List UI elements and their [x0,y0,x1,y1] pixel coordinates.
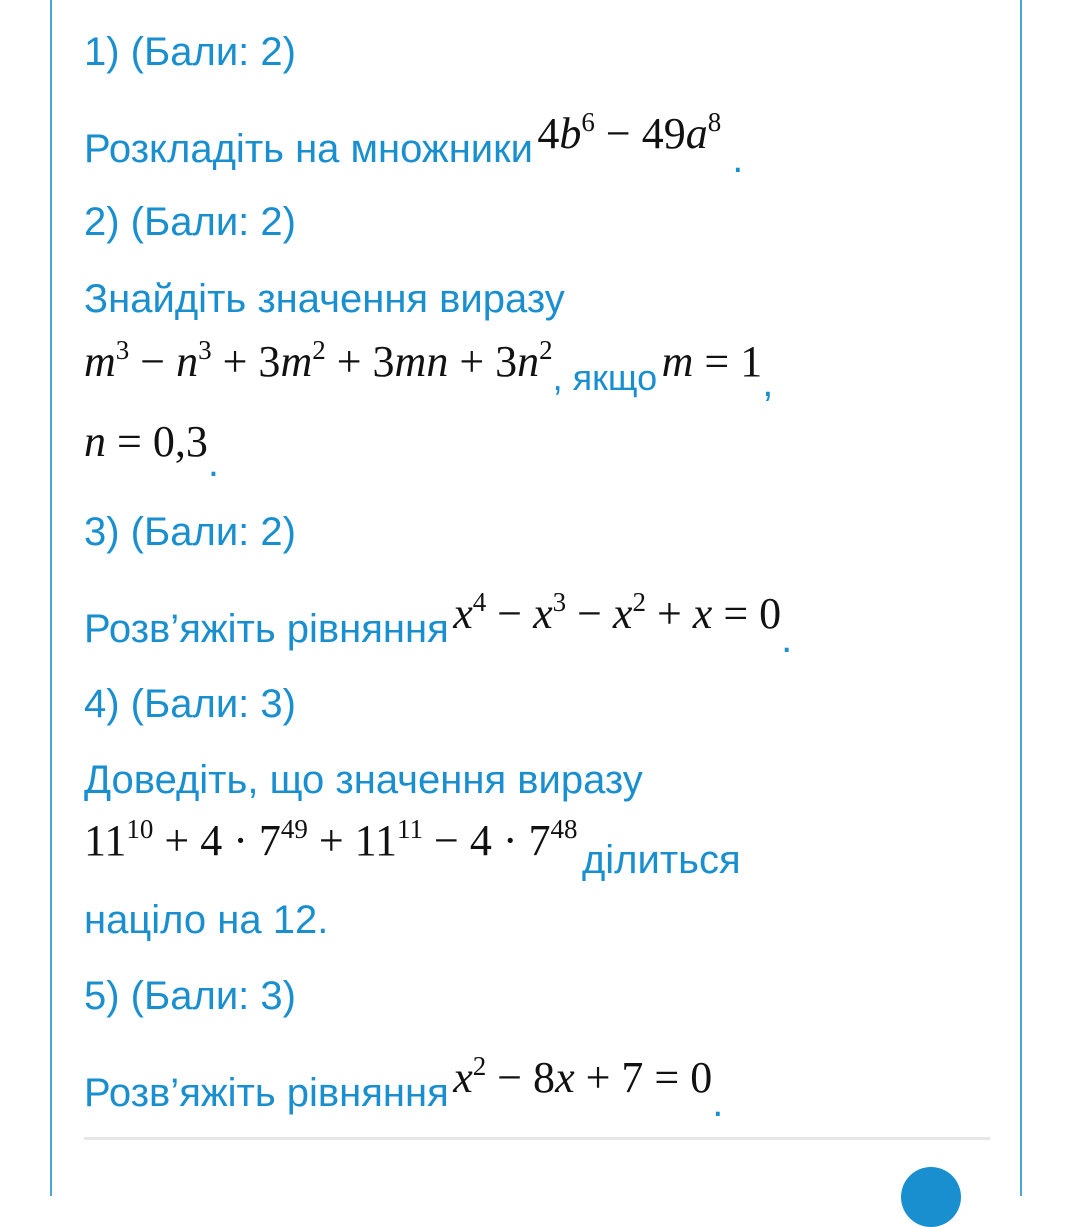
action-button[interactable] [901,1167,961,1227]
task-2-text: Знайдіть значення виразу [84,277,565,321]
task-2-header: 2) (Бали: 2) [84,200,296,244]
task-5-equation: $x^2 - 8x + 7 = 0$ [453,1051,713,1102]
task-5-header: 5) (Бали: 3) [84,974,296,1018]
task-2-condition-m: m = 1 [661,337,763,386]
task-2-if: , якщо [552,357,658,398]
task-4-expression: $11^{10} + 4 \cdot 7^{49} + 11^{11} - 4 \cdot 7^{48}$ [84,814,578,865]
task-5-text: Розв’яжіть рівняння [84,1071,449,1115]
task-1-line: Розкладіть на множники $4b^6 - 49a^8$ . [84,107,744,181]
task-4-header: 4) (Бали: 3) [84,682,296,726]
task-3-line: Розв’яжіть рівняння $x^4 - x^3 - x^2 + x = 0$. [84,587,793,661]
task-2-expression: $m^3 - n^3 + 3m^2 + 3mn + 3n^2$ [84,335,553,386]
task-1-header: 1) (Бали: 2) [84,30,296,74]
task-3-equation: $x^4 - x^3 - x^2 + x = 0$ [453,587,782,638]
task-5-line: Розв’яжіть рівняння $x^2 - 8x + 7 = 0$. [84,1051,724,1125]
task-1-text: Розкладіть на множники [84,127,533,171]
task-4-line-3: націло на 12. [84,898,329,942]
divider [84,1137,990,1140]
task-3-header: 3) (Бали: 2) [84,510,296,554]
task-4-line [84,814,741,882]
task-4-text: Доведіть, що значення виразу [84,758,643,802]
task-4-divisible: ділиться [581,838,741,882]
task-2-line: $m^3 - n^3 + 3m^2 + 3mn + 3n^2$, якщо m = 1, [84,335,774,405]
task-2-line-3: n = 0,3. [84,417,219,485]
task-3-text: Розв’яжіть рівняння [84,607,449,651]
task-1-expression: $4b^6 - 49a^8$ [537,107,722,158]
task-2-condition-n: n = 0,3 [84,417,208,466]
